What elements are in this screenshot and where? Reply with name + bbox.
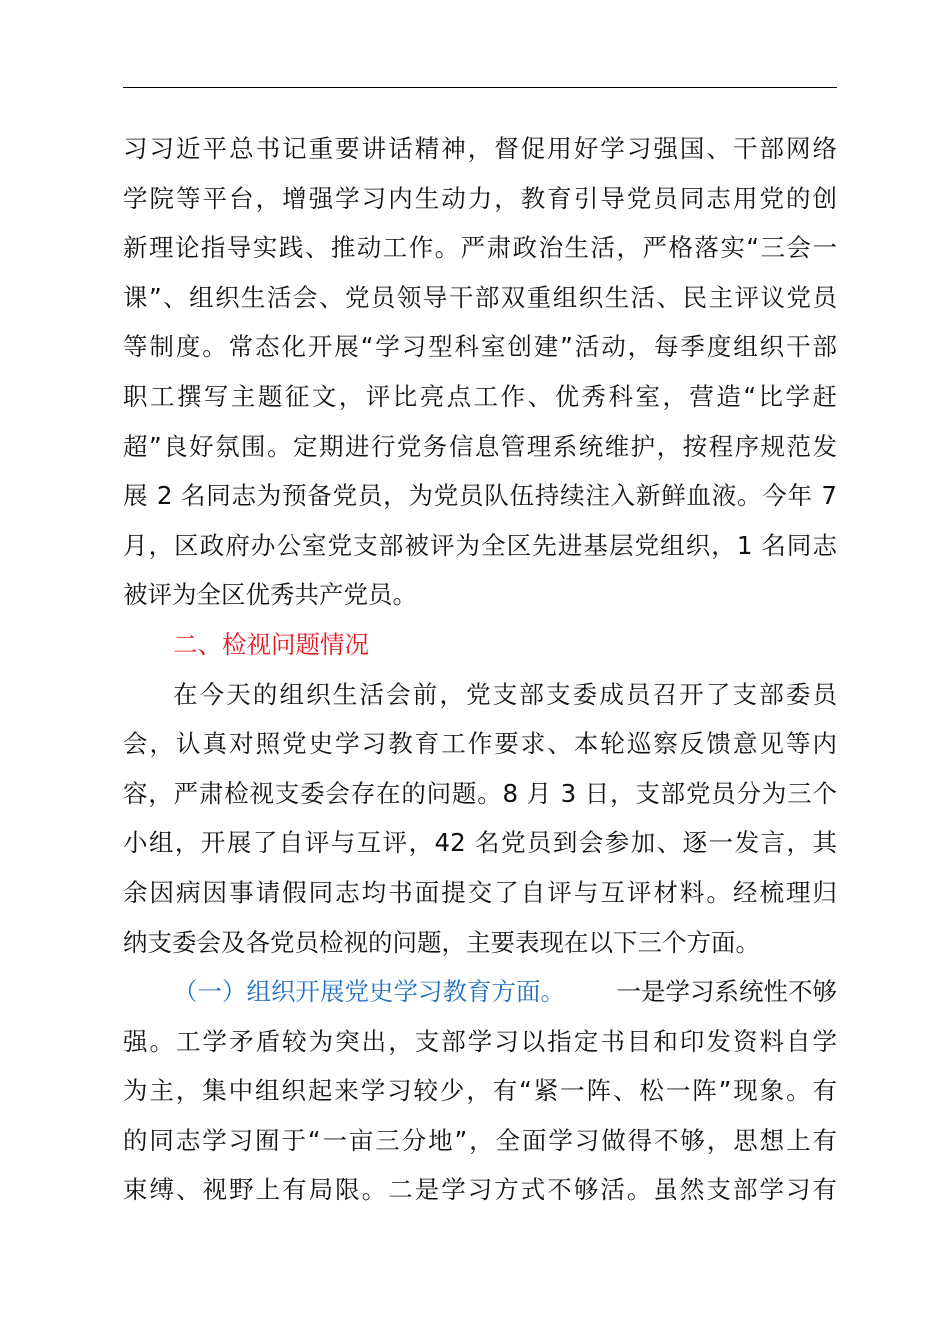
- text-line: 的同志学习囿于“一亩三分地”，全面学习做得不够，思想上有: [123, 1125, 837, 1155]
- text-line: 纳支委会及各党员检视的问题，主要表现在以下三个方面。: [123, 927, 760, 957]
- text-line: 课”、组织生活会、党员领导干部双重组织生活、民主评议党员: [123, 282, 837, 312]
- text-line: 新理论指导实践、推动工作。严肃政治生活，严格落实“三会一: [123, 233, 837, 263]
- text-line: 强。工学矛盾较为突出，支部学习以指定书目和印发资料自学: [123, 1026, 837, 1056]
- header-rule: [123, 87, 837, 88]
- text-line: 容，严肃检视支委会存在的问题。8 月 3 日，支部党员分为三个: [123, 778, 837, 808]
- text-line: 为主，集中组织起来学习较少，有“紧一阵、松一阵”现象。有: [123, 1076, 837, 1106]
- text-line: 在今天的组织生活会前，党支部支委成员召开了支部委员: [173, 679, 837, 709]
- text-line: 职工撰写主题征文，评比亮点工作、优秀科室，营造“比学赶: [123, 381, 837, 411]
- text-line: 小组，开展了自评与互评，42 名党员到会参加、逐一发言，其: [123, 828, 837, 858]
- text-line: [123, 967, 837, 1017]
- text-line: 等制度。常态化开展“学习型科室创建”活动，每季度组织干部: [123, 332, 837, 362]
- section-heading-problems: 二、检视问题情况: [173, 629, 369, 659]
- subsection-first-line-text: 一是学习系统性不够: [616, 977, 837, 1007]
- text-line: 习习近平总书记重要讲话精神，督促用好学习强国、干部网络: [123, 134, 837, 163]
- text-line: 学院等平台，增强学习内生动力，教育引导党员同志用党的创: [123, 183, 837, 213]
- text-line: 会，认真对照党史学习教育工作要求、本轮巡察反馈意见等内: [123, 729, 837, 759]
- text-line: 月，区政府办公室党支部被评为全区先进基层党组织，1 名同志: [123, 530, 837, 560]
- text-line: 余因病因事请假同志均书面提交了自评与互评材料。经梳理归: [123, 877, 837, 907]
- text-line: 被评为全区优秀共产党员。: [123, 580, 417, 610]
- text-line: 超”良好氛围。定期进行党务信息管理系统维护，按程序规范发: [123, 431, 837, 461]
- paragraph-party-building: [123, 124, 837, 620]
- document-body: [123, 124, 837, 1215]
- text-line: 束缚、视野上有局限。二是学习方式不够活。虽然支部学习有: [123, 1175, 837, 1205]
- text-line: 展 2 名同志为预备党员，为党员队伍持续注入新鲜血液。今年 7: [123, 481, 837, 511]
- paragraph-history-study: [123, 967, 837, 1215]
- paragraph-problem-review: [123, 670, 837, 968]
- subsection-heading-history-study: （一）组织开展党史学习教育方面。: [173, 977, 565, 1007]
